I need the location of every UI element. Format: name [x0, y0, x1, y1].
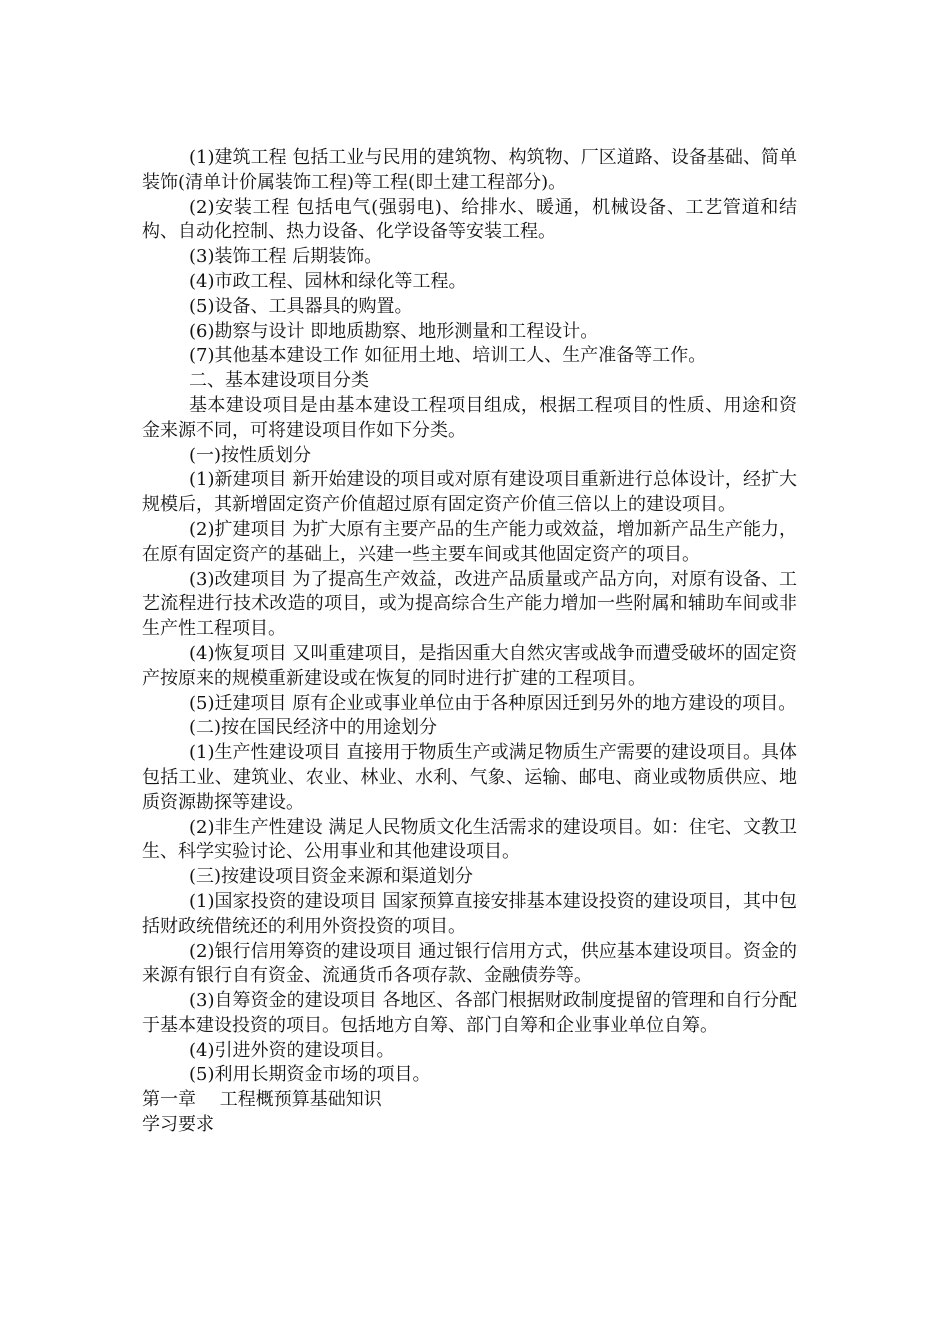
paragraph-foreign-investment: (4)引进外资的建设项目。: [189, 1039, 395, 1061]
paragraph-restoration-project: (4)恢复项目 又叫重建项目，是指因重大自然灾害或战争而遭受破坏的固定资产按原来的规模重新建设或在恢复的同时进行扩建的工程项目。: [142, 642, 797, 689]
paragraph-relocation-project: (5)迁建项目 原有企业或事业单位由于各种原因迁到另外的地方建设的项目。: [189, 692, 797, 714]
paragraph-building-works: (1)建筑工程 包括工业与民用的建筑物、构筑物、厂区道路、设备基础、简单装饰(清单计价属装饰工程)等工程(即土建工程部分)。: [142, 147, 797, 193]
paragraph-bank-credit: (2)银行信用筹资的建设项目 通过银行信用方式，供应基本建设项目。资金的来源有银行自有资金、流通货币各项存款、金融债券等。: [142, 940, 797, 987]
paragraph-classification-intro: 基本建设项目是由基本建设工程项目组成，根据工程项目的性质、用途和资金来源不同，可将建设项目作如下分类。: [142, 394, 797, 441]
paragraph-expansion-project: (2)扩建项目 为扩大原有主要产品的生产能力或效益，增加新产品生产能力，在原有固定资产的基础上，兴建一些主要车间或其他固定资产的项目。: [142, 518, 797, 565]
paragraph-self-funded: (3)自筹资金的建设项目 各地区、各部门根据财政制度提留的管理和自行分配于基本建设投资的项目。包括地方自筹、部门自筹和企业事业单位自筹。: [142, 990, 797, 1036]
paragraph-productive-project: (1)生产性建设项目 直接用于物质生产或满足物质生产需要的建设项目。具体包括工业、建筑业、农业、林业、水利、气象、运输、邮电、商业或物质供应、地质资源勘探等建设。: [142, 742, 797, 813]
learning-requirements-heading: 学习要求: [142, 1114, 214, 1136]
paragraph-other-works: (7)其他基本建设工作 如征用土地、培训工人、生产准备等工作。: [189, 345, 707, 367]
paragraph-installation-works: (2)安装工程 包括电气(强弱电)、给排水、暖通，机械设备、工艺管道和结构、自动化控制、热力设备、化学设备等安装工程。: [142, 196, 797, 243]
paragraph-municipal-works: (4)市政工程、园林和绿化等工程。: [189, 270, 467, 292]
paragraph-equipment-purchase: (5)设备、工具器具的购置。: [189, 295, 413, 317]
paragraph-new-project: (1)新建项目 新开始建设的项目或对原有建设项目重新进行总体设计，经扩大规模后，其新增固定资产价值超过原有固定资产价值三倍以上的建设项目。: [142, 469, 797, 516]
paragraph-state-investment: (1)国家投资的建设项目 国家预算直接安排基本建设投资的建设项目，其中包括财政统借统还的利用外资投资的项目。: [142, 890, 797, 937]
chapter-title: 第一章 工程概预算基础知识: [142, 1089, 382, 1111]
paragraph-reconstruction-project: (3)改建项目 为了提高生产效益，改进产品质量或产品方向，对原有设备、工艺流程进行技术改造的项目，或为提高综合生产能力增加一些附属和辅助车间或非生产性工程项目。: [142, 568, 797, 640]
subheading-by-use: (二)按在国民经济中的用途划分: [189, 717, 438, 739]
paragraph-long-term-capital: (5)利用长期资金市场的项目。: [189, 1064, 431, 1086]
subheading-by-nature: (一)按性质划分: [189, 444, 312, 466]
paragraph-decoration-works: (3)装饰工程 后期装饰。: [189, 246, 383, 268]
document-page: [142, 146, 797, 1138]
paragraph-nonproductive-project: (2)非生产性建设 满足人民物质文化生活需求的建设项目。如：住宅、文教卫生、科学实验讨论、公用事业和其他建设项目。: [142, 816, 797, 863]
paragraph-survey-design: (6)勘察与设计 即地质勘察、地形测量和工程设计。: [189, 320, 599, 342]
section-heading-classification: 二、基本建设项目分类: [189, 370, 369, 392]
subheading-by-funding: (三)按建设项目资金来源和渠道划分: [189, 866, 474, 888]
